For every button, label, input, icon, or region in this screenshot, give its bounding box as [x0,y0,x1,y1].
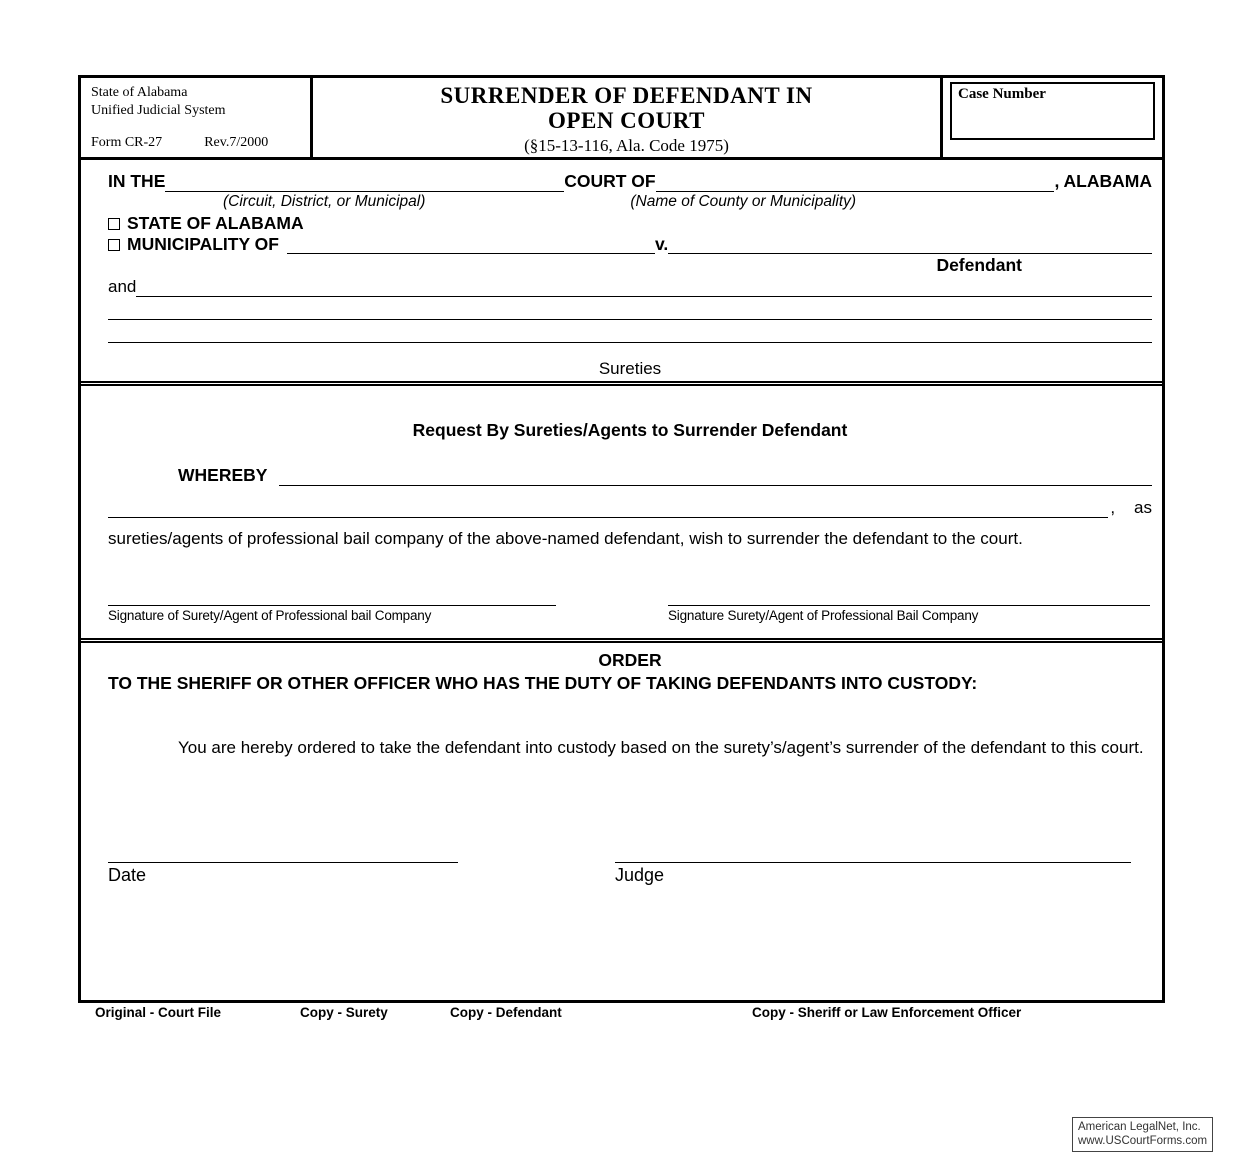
whereby-label: WHEREBY [178,465,268,485]
form-title-line2: OPEN COURT [548,108,705,134]
circuit-hint: (Circuit, District, or Municipal) [223,193,426,210]
defendant-label: Defendant [936,255,1022,275]
municipality-checkbox[interactable] [108,239,120,251]
copy-defendant: Copy - Defendant [450,1005,562,1020]
form-number: Form CR-27 [91,134,163,150]
surety-name-field-3[interactable] [108,342,1152,343]
judge-signature-field[interactable] [615,849,1131,863]
whereby-field-2[interactable] [108,517,1108,518]
county-hint: (Name of County or Municipality) [630,193,857,210]
copy-original-court-file: Original - Court File [95,1005,222,1020]
request-body: sureties/agents of professional bail company of the above-named defendant, wish to surrender the defendant to the court. [108,529,1023,548]
surety-name-field-2[interactable] [108,319,1152,320]
surety-name-field-1[interactable] [136,278,1152,297]
vendor-branding-box [1072,1117,1213,1152]
state-of-alabama-checkbox[interactable] [108,218,120,230]
distribution-row [78,1005,1165,1025]
signature-label-left: Signature of Surety/Agent of Professional bail Company [108,608,432,623]
whereby-field-1[interactable] [279,485,1152,486]
court-name-field[interactable] [165,191,564,192]
copy-surety: Copy - Surety [300,1005,388,1020]
order-section [81,638,1162,1006]
order-addressee: TO THE SHERIFF OR OTHER OFFICER WHO HAS THE DUTY OF TAKING DEFENDANTS INTO CUSTODY: [108,673,978,693]
court-of-label: COURT OF [564,171,656,191]
form-title-line1: SURRENDER OF DEFENDANT IN [440,83,813,108]
court-section [81,160,1162,381]
agency-block [81,78,313,157]
order-heading: ORDER [598,650,662,670]
form-header [81,78,1162,160]
alabama-suffix: , ALABAMA [1054,171,1152,191]
county-name-field[interactable] [656,191,1055,192]
form-title-citation: (§15-13-116, Ala. Code 1975) [524,135,729,155]
judge-label: Judge [615,865,665,885]
form-title-block [313,78,943,157]
case-number-label: Case Number [958,86,1046,102]
vendor-name: American LegalNet, Inc. [1078,1121,1201,1133]
municipality-name-field[interactable] [287,235,655,254]
signature-field-left[interactable] [108,592,556,606]
order-body: You are hereby ordered to take the defendant into custody based on the surety’s/agent’s surrender of the defendant to this court. [178,738,1144,757]
request-heading: Request By Sureties/Agents to Surrender Defendant [412,420,848,440]
signature-label-right: Signature Surety/Agent of Professional Bail Company [668,608,979,623]
in-the-label: IN THE [108,171,166,191]
and-label: and [108,277,137,296]
state-option-label: STATE OF ALABAMA [127,213,304,233]
agency-line1: State of Alabama [91,85,188,100]
form-revision: Rev.7/2000 [204,134,269,150]
copy-sheriff: Copy - Sheriff or Law Enforcement Officer [752,1005,1022,1020]
signature-field-right[interactable] [668,592,1150,606]
request-section [81,381,1162,638]
as-suffix: , as [1110,498,1152,517]
defendant-name-field[interactable] [668,235,1152,254]
date-label: Date [108,865,147,885]
date-field[interactable] [108,849,458,863]
agency-line2: Unified Judicial System [91,102,226,118]
case-number-field[interactable] [950,82,1155,140]
case-number-cell [943,78,1162,157]
court-form [78,75,1165,1003]
municipality-option-label: MUNICIPALITY OF [127,234,279,254]
versus-label: v. [655,234,669,254]
vendor-url: www.USCourtForms.com [1078,1135,1208,1148]
sureties-label: Sureties [598,359,662,378]
